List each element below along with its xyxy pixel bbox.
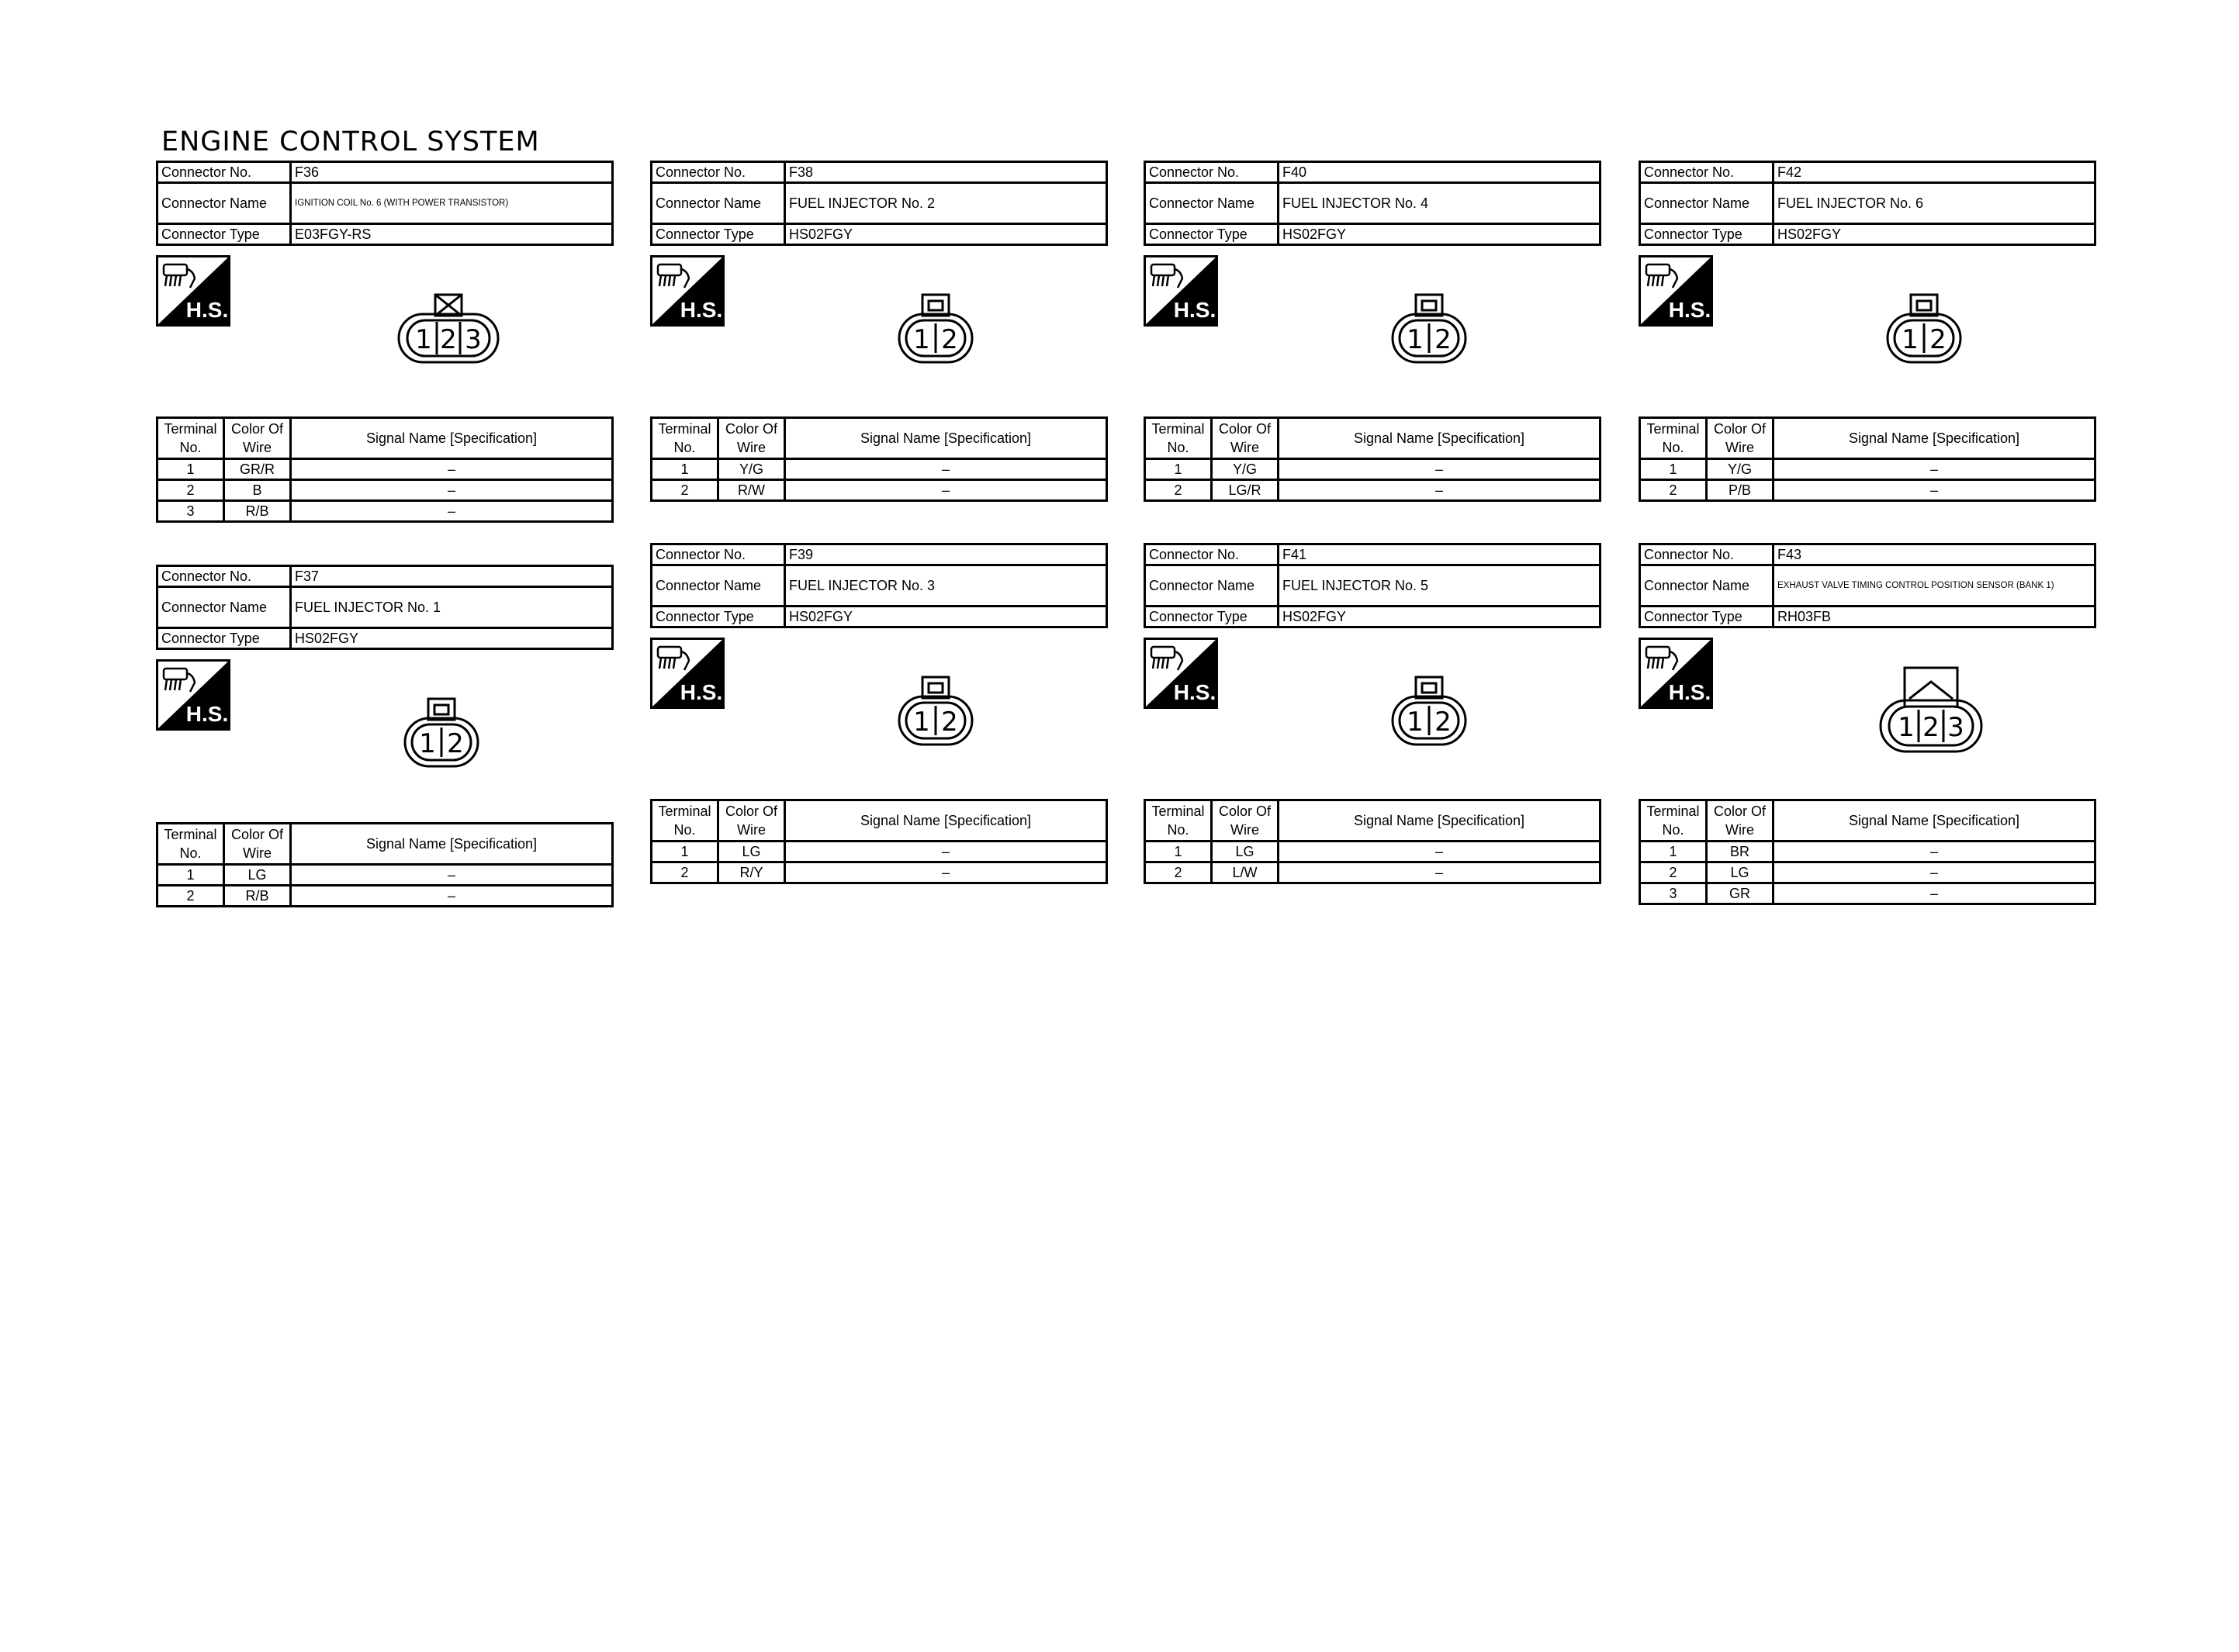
- color-of-wire-header: Color Of Wire: [224, 824, 291, 865]
- terminal-row: [1145, 459, 1601, 480]
- hs-icon-label: H.S.: [1173, 680, 1216, 704]
- wire-color-cell: Y/G: [1212, 459, 1279, 480]
- connector-name-label: Connector Name: [1145, 565, 1279, 607]
- connector-block-f37: [156, 565, 614, 904]
- connector-type-value: HS02FGY: [785, 607, 1107, 627]
- terminal-no-header: Terminal No.: [157, 824, 224, 865]
- terminal-no-cell: 2: [157, 480, 224, 501]
- harness-side-icon: [156, 659, 230, 731]
- terminal-no-header: Terminal No.: [1145, 418, 1212, 459]
- wire-color-cell: R/B: [224, 886, 291, 907]
- connector-type-label: Connector Type: [1145, 607, 1279, 627]
- terminal-no-cell: 1: [652, 842, 718, 862]
- connector-type-label: Connector Type: [1640, 224, 1774, 245]
- connector-no-label: Connector No.: [1145, 162, 1279, 183]
- connector-no-label: Connector No.: [1640, 544, 1774, 565]
- pin-label: 2: [941, 324, 958, 355]
- connector-type-value: RH03FB: [1774, 607, 2095, 627]
- hs-icon-label: H.S.: [680, 680, 723, 704]
- connector-info-table: [156, 565, 614, 650]
- pin-label: 2: [941, 707, 958, 738]
- terminal-row: [1640, 862, 2095, 883]
- signal-name-cell: –: [785, 862, 1107, 883]
- terminal-no-header: Terminal No.: [1640, 800, 1707, 842]
- terminal-no-cell: 1: [1640, 459, 1707, 480]
- wire-color-cell: GR: [1707, 883, 1774, 904]
- signal-name-cell: –: [785, 842, 1107, 862]
- pin-label: 1: [415, 324, 432, 355]
- hs-icon-label: H.S.: [185, 702, 229, 726]
- connector-name-label: Connector Name: [652, 183, 785, 224]
- pin-label: 1: [1898, 712, 1915, 743]
- wire-color-cell: Y/G: [718, 459, 785, 480]
- connector-type-value: HS02FGY: [291, 628, 613, 649]
- color-of-wire-header: Color Of Wire: [1212, 800, 1279, 842]
- connector-type-value: HS02FGY: [1279, 224, 1601, 245]
- connector-face-diagram: [1390, 292, 1468, 365]
- connector-no-value: F39: [785, 544, 1107, 565]
- connector-type-value: E03FGY-RS: [291, 224, 613, 245]
- hs-icon-label: H.S.: [1173, 298, 1216, 322]
- terminal-row: [1640, 883, 2095, 904]
- terminal-row: [1640, 480, 2095, 501]
- terminal-no-cell: 1: [1640, 842, 1707, 862]
- wire-color-cell: LG: [1212, 842, 1279, 862]
- signal-name-cell: –: [1774, 459, 2095, 480]
- connector-no-value: F37: [291, 566, 613, 587]
- connector-name-label: Connector Name: [1640, 183, 1774, 224]
- terminal-row: [157, 501, 613, 522]
- hs-icon-label: H.S.: [1668, 298, 1711, 322]
- terminal-row: [1145, 862, 1601, 883]
- connector-type-value: HS02FGY: [785, 224, 1107, 245]
- signal-name-header: Signal Name [Specification]: [291, 418, 613, 459]
- connector-type-label: Connector Type: [1145, 224, 1279, 245]
- pin-label: 2: [1434, 707, 1452, 738]
- signal-name-cell: –: [785, 480, 1107, 501]
- connector-name-value: IGNITION COIL No. 6 (WITH POWER TRANSISTOR): [291, 183, 613, 224]
- terminal-no-cell: 1: [157, 459, 224, 480]
- connector-type-label: Connector Type: [1640, 607, 1774, 627]
- connector-block-f43: [1639, 543, 2096, 901]
- terminal-row: [1640, 842, 2095, 862]
- signal-name-cell: –: [291, 886, 613, 907]
- signal-name-header: Signal Name [Specification]: [291, 824, 613, 865]
- connector-face-diagram: [897, 675, 974, 748]
- wire-color-cell: L/W: [1212, 862, 1279, 883]
- connector-info-table: [1144, 543, 1601, 628]
- connector-type-label: Connector Type: [652, 224, 785, 245]
- terminal-row: [157, 480, 613, 501]
- terminal-no-header: Terminal No.: [1640, 418, 1707, 459]
- terminal-table: [1144, 416, 1601, 502]
- color-of-wire-header: Color Of Wire: [1707, 800, 1774, 842]
- signal-name-cell: –: [1279, 842, 1601, 862]
- harness-side-icon: [650, 255, 725, 327]
- page-title: ENGINE CONTROL SYSTEM: [161, 126, 540, 157]
- connector-block-f38: [650, 161, 1108, 498]
- terminal-no-cell: 2: [1640, 862, 1707, 883]
- connector-info-table: [1144, 161, 1601, 246]
- connector-block-f40: [1144, 161, 1601, 498]
- connector-no-label: Connector No.: [1145, 544, 1279, 565]
- connector-name-value: EXHAUST VALVE TIMING CONTROL POSITION SENSOR (BANK 1): [1774, 565, 2095, 607]
- terminal-row: [157, 865, 613, 886]
- terminal-no-cell: 2: [652, 862, 718, 883]
- connector-no-value: F38: [785, 162, 1107, 183]
- terminal-row: [652, 480, 1107, 501]
- connector-info-table: [650, 161, 1108, 246]
- connector-name-value: FUEL INJECTOR No. 3: [785, 565, 1107, 607]
- terminal-no-header: Terminal No.: [157, 418, 224, 459]
- signal-name-header: Signal Name [Specification]: [1279, 418, 1601, 459]
- connector-block-f36: [156, 161, 614, 519]
- wire-color-cell: LG: [718, 842, 785, 862]
- connector-face-diagram: [403, 696, 480, 769]
- connector-face-diagram: [897, 292, 974, 365]
- connector-block-f42: [1639, 161, 2096, 498]
- connector-face-diagram: [396, 292, 500, 365]
- signal-name-cell: –: [1279, 862, 1601, 883]
- terminal-no-header: Terminal No.: [652, 418, 718, 459]
- signal-name-header: Signal Name [Specification]: [785, 800, 1107, 842]
- wire-color-cell: GR/R: [224, 459, 291, 480]
- pin-label: 2: [440, 324, 457, 355]
- connector-no-value: F41: [1279, 544, 1601, 565]
- pin-label: 1: [1902, 324, 1919, 355]
- connector-no-value: F42: [1774, 162, 2095, 183]
- harness-side-icon: [1144, 638, 1218, 709]
- wire-color-cell: R/B: [224, 501, 291, 522]
- color-of-wire-header: Color Of Wire: [718, 418, 785, 459]
- harness-side-icon: [650, 638, 725, 709]
- pin-label: 2: [447, 728, 464, 759]
- connector-name-value: FUEL INJECTOR No. 6: [1774, 183, 2095, 224]
- terminal-no-cell: 2: [1145, 862, 1212, 883]
- signal-name-header: Signal Name [Specification]: [1774, 418, 2095, 459]
- wire-color-cell: B: [224, 480, 291, 501]
- hs-icon-label: H.S.: [680, 298, 723, 322]
- wire-color-cell: LG: [224, 865, 291, 886]
- signal-name-cell: –: [1774, 842, 2095, 862]
- connector-block-f41: [1144, 543, 1601, 880]
- terminal-table: [156, 416, 614, 523]
- terminal-row: [157, 459, 613, 480]
- terminal-row: [157, 886, 613, 907]
- connector-name-label: Connector Name: [1145, 183, 1279, 224]
- connector-type-value: HS02FGY: [1774, 224, 2095, 245]
- signal-name-cell: –: [291, 459, 613, 480]
- connector-name-value: FUEL INJECTOR No. 4: [1279, 183, 1601, 224]
- connector-name-value: FUEL INJECTOR No. 2: [785, 183, 1107, 224]
- wire-color-cell: R/Y: [718, 862, 785, 883]
- terminal-no-cell: 1: [1145, 842, 1212, 862]
- connector-name-value: FUEL INJECTOR No. 1: [291, 587, 613, 628]
- wire-color-cell: LG/R: [1212, 480, 1279, 501]
- signal-name-cell: –: [1279, 480, 1601, 501]
- terminal-row: [1145, 480, 1601, 501]
- pin-label: 1: [1407, 707, 1424, 738]
- connector-info-table: [1639, 161, 2096, 246]
- signal-name-cell: –: [291, 865, 613, 886]
- terminal-no-cell: 3: [157, 501, 224, 522]
- wire-color-cell: Y/G: [1707, 459, 1774, 480]
- terminal-no-cell: 2: [157, 886, 224, 907]
- color-of-wire-header: Color Of Wire: [1212, 418, 1279, 459]
- pin-label: 1: [419, 728, 436, 759]
- terminal-no-cell: 3: [1640, 883, 1707, 904]
- terminal-table: [1144, 799, 1601, 884]
- pin-label: 1: [1407, 324, 1424, 355]
- connector-block-f39: [650, 543, 1108, 880]
- terminal-no-cell: 2: [1145, 480, 1212, 501]
- terminal-table: [650, 416, 1108, 502]
- signal-name-cell: –: [1774, 883, 2095, 904]
- terminal-no-cell: 1: [652, 459, 718, 480]
- connector-no-label: Connector No.: [1640, 162, 1774, 183]
- terminal-row: [652, 459, 1107, 480]
- connector-no-label: Connector No.: [652, 544, 785, 565]
- terminal-row: [1640, 459, 2095, 480]
- connector-face-diagram: [1885, 292, 1963, 365]
- connector-no-label: Connector No.: [157, 566, 291, 587]
- terminal-no-cell: 1: [1145, 459, 1212, 480]
- wire-color-cell: BR: [1707, 842, 1774, 862]
- connector-name-label: Connector Name: [652, 565, 785, 607]
- connector-type-label: Connector Type: [157, 224, 291, 245]
- connector-face-diagram: [1878, 665, 1984, 755]
- pin-label: 1: [913, 324, 930, 355]
- terminal-table: [156, 822, 614, 907]
- terminal-row: [1145, 842, 1601, 862]
- connector-no-value: F40: [1279, 162, 1601, 183]
- signal-name-cell: –: [785, 459, 1107, 480]
- signal-name-cell: –: [291, 501, 613, 522]
- signal-name-cell: –: [1774, 480, 2095, 501]
- connector-no-value: F36: [291, 162, 613, 183]
- hs-icon-label: H.S.: [1668, 680, 1711, 704]
- wire-color-cell: LG: [1707, 862, 1774, 883]
- harness-side-icon: [156, 255, 230, 327]
- signal-name-cell: –: [1279, 459, 1601, 480]
- signal-name-header: Signal Name [Specification]: [1279, 800, 1601, 842]
- connector-name-label: Connector Name: [157, 587, 291, 628]
- connector-face-diagram: [1390, 675, 1468, 748]
- connector-type-label: Connector Type: [652, 607, 785, 627]
- connector-name-value: FUEL INJECTOR No. 5: [1279, 565, 1601, 607]
- pin-label: 2: [1922, 712, 1940, 743]
- harness-side-icon: [1144, 255, 1218, 327]
- terminal-no-header: Terminal No.: [652, 800, 718, 842]
- connector-no-label: Connector No.: [652, 162, 785, 183]
- signal-name-header: Signal Name [Specification]: [1774, 800, 2095, 842]
- pin-label: 3: [465, 324, 482, 355]
- terminal-no-cell: 2: [1640, 480, 1707, 501]
- connector-type-value: HS02FGY: [1279, 607, 1601, 627]
- harness-side-icon: [1639, 638, 1713, 709]
- signal-name-cell: –: [291, 480, 613, 501]
- pin-label: 1: [913, 707, 930, 738]
- signal-name-header: Signal Name [Specification]: [785, 418, 1107, 459]
- color-of-wire-header: Color Of Wire: [718, 800, 785, 842]
- terminal-table: [1639, 799, 2096, 905]
- connector-info-table: [1639, 543, 2096, 628]
- connector-info-table: [650, 543, 1108, 628]
- terminal-no-cell: 1: [157, 865, 224, 886]
- pin-label: 2: [1434, 324, 1452, 355]
- color-of-wire-header: Color Of Wire: [224, 418, 291, 459]
- wire-color-cell: R/W: [718, 480, 785, 501]
- hs-icon-label: H.S.: [185, 298, 229, 322]
- connector-name-label: Connector Name: [1640, 565, 1774, 607]
- connector-type-label: Connector Type: [157, 628, 291, 649]
- terminal-row: [652, 862, 1107, 883]
- wire-color-cell: P/B: [1707, 480, 1774, 501]
- terminal-no-cell: 2: [652, 480, 718, 501]
- pin-label: 3: [1947, 712, 1964, 743]
- signal-name-cell: –: [1774, 862, 2095, 883]
- pin-label: 2: [1929, 324, 1947, 355]
- terminal-table: [650, 799, 1108, 884]
- connector-info-table: [156, 161, 614, 246]
- connector-name-label: Connector Name: [157, 183, 291, 224]
- connector-no-value: F43: [1774, 544, 2095, 565]
- terminal-table: [1639, 416, 2096, 502]
- color-of-wire-header: Color Of Wire: [1707, 418, 1774, 459]
- harness-side-icon: [1639, 255, 1713, 327]
- terminal-no-header: Terminal No.: [1145, 800, 1212, 842]
- connector-no-label: Connector No.: [157, 162, 291, 183]
- terminal-row: [652, 842, 1107, 862]
